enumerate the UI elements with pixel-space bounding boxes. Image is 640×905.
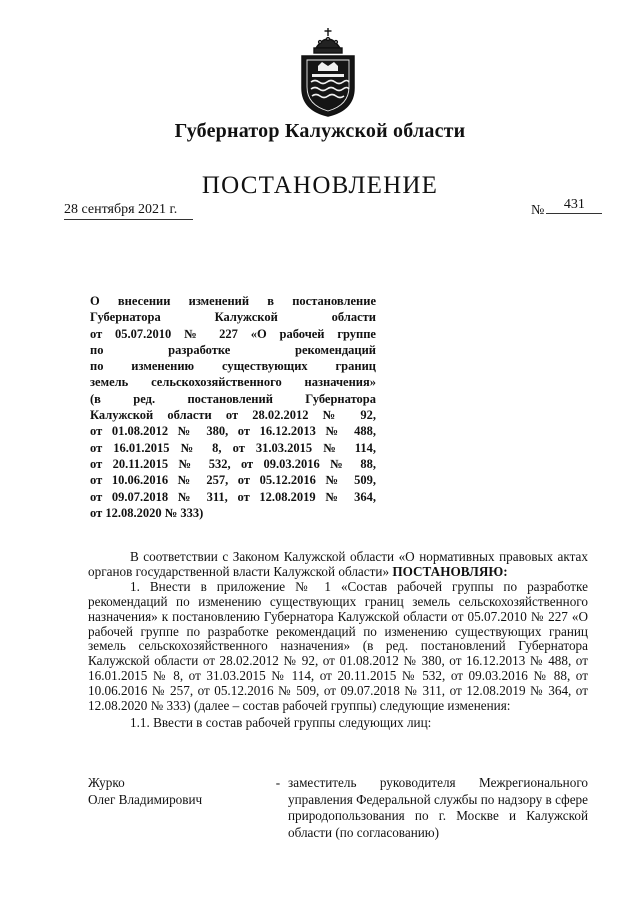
title-line: Калужской области от 28.02.2012 № 92,: [90, 408, 376, 423]
kaluga-coat-of-arms-icon: [296, 26, 360, 118]
number-value: 431: [546, 197, 602, 214]
title-line: от 20.11.2015 № 532, от 09.03.2016 № 88,: [90, 456, 376, 471]
preamble-paragraph: [88, 550, 588, 580]
document-number: [531, 197, 602, 220]
title-line: от 05.07.2010 № 227 «О рабочей группе: [90, 326, 376, 341]
member-dash: -: [275, 775, 281, 790]
number-sign: №: [531, 203, 545, 218]
document-type-heading: ПОСТАНОВЛЕНИЕ: [201, 172, 439, 199]
preamble-text: В соответствии с Законом Калужской области «О нормативных правовых актах органов государственной власти Калужской области»: [88, 549, 588, 579]
title-line: от 10.06.2016 № 257, от 05.12.2016 № 509,: [90, 473, 376, 488]
member-name: [88, 775, 268, 841]
member-position: заместитель руководителя Межрегионального управления Федеральной службы по надзору в сфере природопользования по г. Москве и Калужской области (по согласованию): [288, 775, 588, 840]
member-surname: Журко: [88, 775, 125, 790]
item-1-paragraph: 1. Внести в приложение № 1 «Состав рабочей группы по разработке рекомендаций по изменению существующих границ земель сельскохозяйственного назначения» к постановлению Губернатора Калужской области от 05.07.2010 № 227 «О рабочей группе по разработке рекомендаций по изменению существующих границ земель сельскохозяйственного назначения» (в ред. постановлений Губернатора Калужской области от 28.02.2012 № 92, от 01.08.2012 № 380, от 16.12.2013 № 488, от 16.01.2015 № 8, от 31.03.2015 № 114, от 20.11.2015 № 532, от 09.03.2016 № 88, от 10.06.2016 № 257, от 05.12.2016 № 509, от 09.07.2018 № 311, от 12.08.2019 № 364, от 12.08.2020 № 333) (далее – состав рабочей группы) следующие изменения:: [88, 578, 588, 714]
document-date: 28 сентября 2021 г.: [64, 202, 193, 220]
member-row: [88, 775, 588, 841]
title-line: по разработке рекомендаций: [90, 342, 376, 357]
document-title: [90, 293, 376, 521]
item-1-1-paragraph: 1.1. Ввести в состав рабочей группы следующих лиц:: [130, 714, 432, 730]
title-line: от 09.07.2018 № 311, от 12.08.2019 № 364,: [90, 489, 376, 504]
title-line: от 16.01.2015 № 8, от 31.03.2015 № 114,: [90, 440, 376, 455]
issuing-authority: Губернатор Калужской области: [174, 120, 466, 142]
title-line: О внесении изменений в постановление: [90, 294, 376, 308]
member-given-names: Олег Владимирович: [88, 791, 203, 807]
title-line: по изменению существующих границ: [90, 359, 376, 374]
title-line: (в ред. постановлений Губернатора: [90, 391, 376, 406]
document-body: [88, 550, 588, 731]
title-line: от 01.08.2012 № 380, от 16.12.2013 № 488,: [90, 424, 376, 439]
title-line: земель сельскохозяйственного назначения»: [90, 375, 376, 390]
title-line: Губернатора Калужской области: [90, 310, 376, 325]
title-line: от 12.08.2020 № 333): [90, 505, 204, 520]
decree-word: ПОСТАНОВЛЯЮ:: [392, 563, 508, 579]
